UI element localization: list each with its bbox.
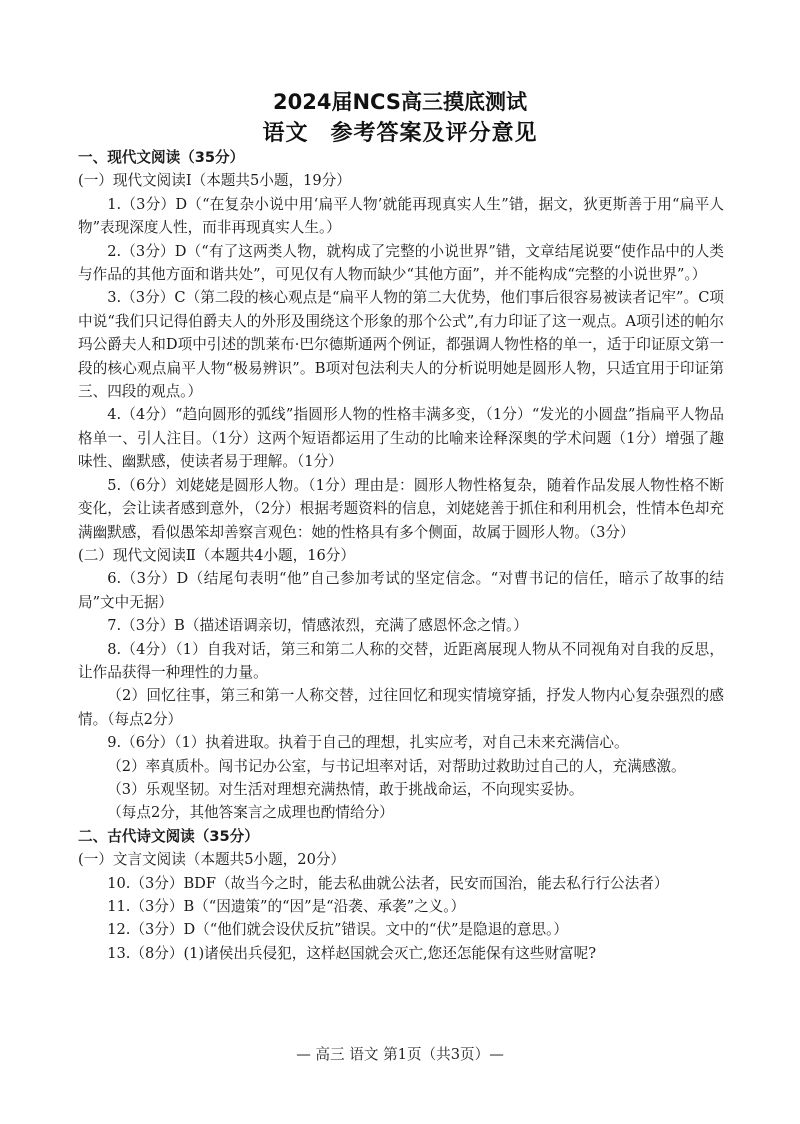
answer-item: 7.（3分）B（描述语调亲切，情感浓烈，充满了感恩怀念之情。） <box>107 617 528 635</box>
page-footer: — 高三 语文 第1页（共3页）— <box>296 1046 504 1063</box>
answer-item: 4.（4分）“趋向圆形的弧线”指圆形人物的性格丰满多变，（1分）“发光的小圆盘”指扁平人物品格单一、引人注目。（1分）这两个短语都运用了生动的比喻来诠释深奥的学术问题（1分）增强了趣味性、幽默感，使读者易于理解。（1分） <box>78 406 724 471</box>
answer-item: 12.（3分）D（“他们就会设伏反抗”错误。文中的“伏”是隐退的意思。） <box>107 921 568 939</box>
answer-item: （2）率真质朴。闯书记办公室，与书记坦率对话，对帮助过救助过自己的人，充满感激。 <box>107 757 686 775</box>
document-title: 2024届NCS高三摸底测试 <box>273 90 527 114</box>
answer-item: 6.（3分）D（结尾句表明“他”自己参加考试的坚定信念。“对曹书记的信任，暗示了故事的结局”文中无据） <box>78 570 724 611</box>
subject-label: 语文 <box>262 121 309 146</box>
answer-item: （3）乐观坚韧。对生活对理想充满热情，敢于挑战命运，不向现实妥协。 <box>107 780 584 798</box>
answer-item: 9.（6分）（1）执着进取。执着于自己的理想，扎实应考，对自己未来充满信心。 <box>107 734 629 752</box>
scoring-note: （每点2分，其他答案言之成理也酌情给分） <box>107 804 394 822</box>
answer-item: 13.（8分）(1)诸侯出兵侵犯，这样赵国就会灭亡,您还怎能保有这些财富呢? <box>107 944 597 962</box>
subsection-heading: (一）文言文阅读（本题共5小题，20分） <box>78 851 346 869</box>
subtitle-label: 参考答案及评分意见 <box>330 121 538 146</box>
answer-item: 11.（3分）B（“因遗策”的“因”是“沿袭、承袭”之义。） <box>107 898 466 915</box>
answer-item: 10.（3分）BDF（故当今之时，能去私曲就公法者，民安而国治，能去私行行公法者） <box>107 874 669 892</box>
section-heading: 一、现代文阅读（35分） <box>78 149 245 166</box>
answer-item: 3.（3分）C（第二段的核心观点是“扁平人物的第二大优势，他们事后很容易被读者记牢”。C项中说“我们只记得伯爵夫人的外形及围绕这个形象的那个公式”,有力印证了这一观点。A项引述的帕尔玛公爵夫人和D项中引述的凯莱布·巴尔德斯通两个例证，都强调人物性格的单一，适于印证原文第一段的核心观点扁平人物“极易辨识”。B项对包法利夫人的分析说明她是圆形人物，只适宜用于印证第三、四段的观点。） <box>78 289 724 401</box>
document-subtitle <box>0 116 800 147</box>
answer-item: （2）回忆往事，第三和第一人称交替，过往回忆和现实情境穿插，抒发人物内心复杂强烈的感情。（每点2分） <box>78 687 724 728</box>
section-heading: 二、古代诗文阅读（35分） <box>78 827 259 845</box>
answer-item: 8.（4分）（1）自我对话，第三和第二人称的交替，近距离展现人物从不同视角对自我的反思，让作品获得一种理性的力量。 <box>78 640 724 681</box>
answer-item: 5.（6分）刘姥姥是圆形人物。（1分）理由是：圆形人物性格复杂，随着作品发展人物性格不断变化，会让读者感到意外，（2分）根据考题资料的信息，刘姥姥善于抓住和利用机会，性情本色却充满幽默感，看似愚笨却善察言观色：她的性格具有多个侧面，故属于圆形人物。（3分） <box>78 476 724 541</box>
answer-item: 1.（3分）D（“在复杂小说中用‘扁平人物’就能再现真实人生”错，据文，狄更斯善于用“扁平人物”表现深度人性，而非再现真实人生。） <box>78 195 724 237</box>
subsection-heading: (二）现代文阅读Ⅱ（本题共4小题，16分） <box>78 546 355 564</box>
subsection-heading: (一）现代文阅读Ⅰ（本题共5小题，19分） <box>78 172 351 190</box>
answer-item: 2.（3分）D（“有了这两类人物，就构成了完整的小说世界”错，文章结尾说要“使作品中的人类与作品的其他方面和谐共处”，可见仅有人物而缺少“其他方面”，并不能构成“完整的小说世界”。） <box>78 242 724 284</box>
answer-body <box>78 146 724 965</box>
